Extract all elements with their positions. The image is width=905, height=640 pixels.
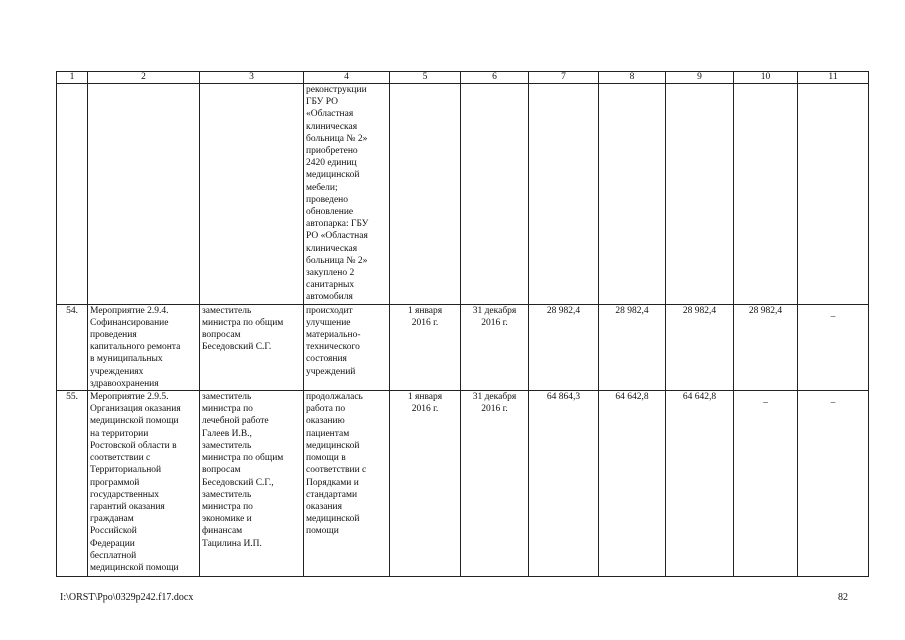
table-header-row xyxy=(57,72,869,84)
value-cell: 28 982,4 xyxy=(599,304,666,390)
start-date-cell: 1 января 2016 г. xyxy=(390,391,461,577)
value-cell: 28 982,4 xyxy=(666,304,734,390)
responsible-cell xyxy=(200,84,304,305)
start-date-cell: 1 января 2016 г. xyxy=(390,304,461,390)
value-cell xyxy=(666,84,734,305)
column-number-9: 9 xyxy=(666,72,734,84)
end-date-cell: 31 декабря 2016 г. xyxy=(461,391,529,577)
value-cell xyxy=(798,84,869,305)
value-cell: _ xyxy=(798,391,869,577)
value-cell: _ xyxy=(798,304,869,390)
result-cell: происходит улучшение материально- технического состояния учреждений xyxy=(304,304,390,390)
result-cell: реконструкции ГБУ РО «Областная клиническая больница № 2» приобретено 2420 единиц медицинской мебели; проведено обновление автопарка: ГБУ РО «Областная клиническая больница № 2» закуплено 2 санитарных автомобиля xyxy=(304,84,390,305)
column-number-5: 5 xyxy=(390,72,461,84)
value-cell xyxy=(529,84,599,305)
end-date-cell: 31 декабря 2016 г. xyxy=(461,304,529,390)
end-date-cell xyxy=(461,84,529,305)
activity-cell: Мероприятие 2.9.5. Организация оказания медицинской помощи на территории Ростовской области в соответствии с Территориальной программой государственных гарантий оказания гражданам Российской Федерации бесплатной медицинской помощи xyxy=(88,391,200,577)
column-number-4: 4 xyxy=(304,72,390,84)
activity-cell: Мероприятие 2.9.4. Софинансирование проведения капитального ремонта в муниципальных учреждениях здравоохранения xyxy=(88,304,200,390)
column-number-2: 2 xyxy=(88,72,200,84)
responsible-cell: заместитель министра по лечебной работе Галеев И.В., заместитель министра по общим вопросам Беседовский С.Г., заместитель министра по экономике и финансам Тацилина И.П. xyxy=(200,391,304,577)
table-row xyxy=(57,391,869,577)
responsible-cell: заместитель министра по общим вопросам Беседовский С.Г. xyxy=(200,304,304,390)
value-cell: 64 642,8 xyxy=(599,391,666,577)
column-number-7: 7 xyxy=(529,72,599,84)
column-number-11: 11 xyxy=(798,72,869,84)
column-number-8: 8 xyxy=(599,72,666,84)
document-table xyxy=(56,71,869,577)
table-row xyxy=(57,304,869,390)
value-cell: 64 864,3 xyxy=(529,391,599,577)
row-number-cell: 54. xyxy=(57,304,88,390)
column-number-1: 1 xyxy=(57,72,88,84)
value-cell xyxy=(599,84,666,305)
row-number-cell: 55. xyxy=(57,391,88,577)
table-row xyxy=(57,84,869,305)
value-cell: 28 982,4 xyxy=(529,304,599,390)
value-cell: _ xyxy=(734,391,798,577)
value-cell: 64 642,8 xyxy=(666,391,734,577)
column-number-6: 6 xyxy=(461,72,529,84)
value-cell xyxy=(734,84,798,305)
column-number-10: 10 xyxy=(734,72,798,84)
page-number: 82 xyxy=(838,592,848,603)
start-date-cell xyxy=(390,84,461,305)
value-cell: 28 982,4 xyxy=(734,304,798,390)
result-cell: продолжалась работа по оказанию пациентам медицинской помощи в соответствии с Порядками и стандартами оказания медицинской помощи xyxy=(304,391,390,577)
document-file-path: I:\ORST\Ppo\0329p242.f17.docx xyxy=(60,592,194,603)
column-number-3: 3 xyxy=(200,72,304,84)
activity-cell xyxy=(88,84,200,305)
row-number-cell xyxy=(57,84,88,305)
